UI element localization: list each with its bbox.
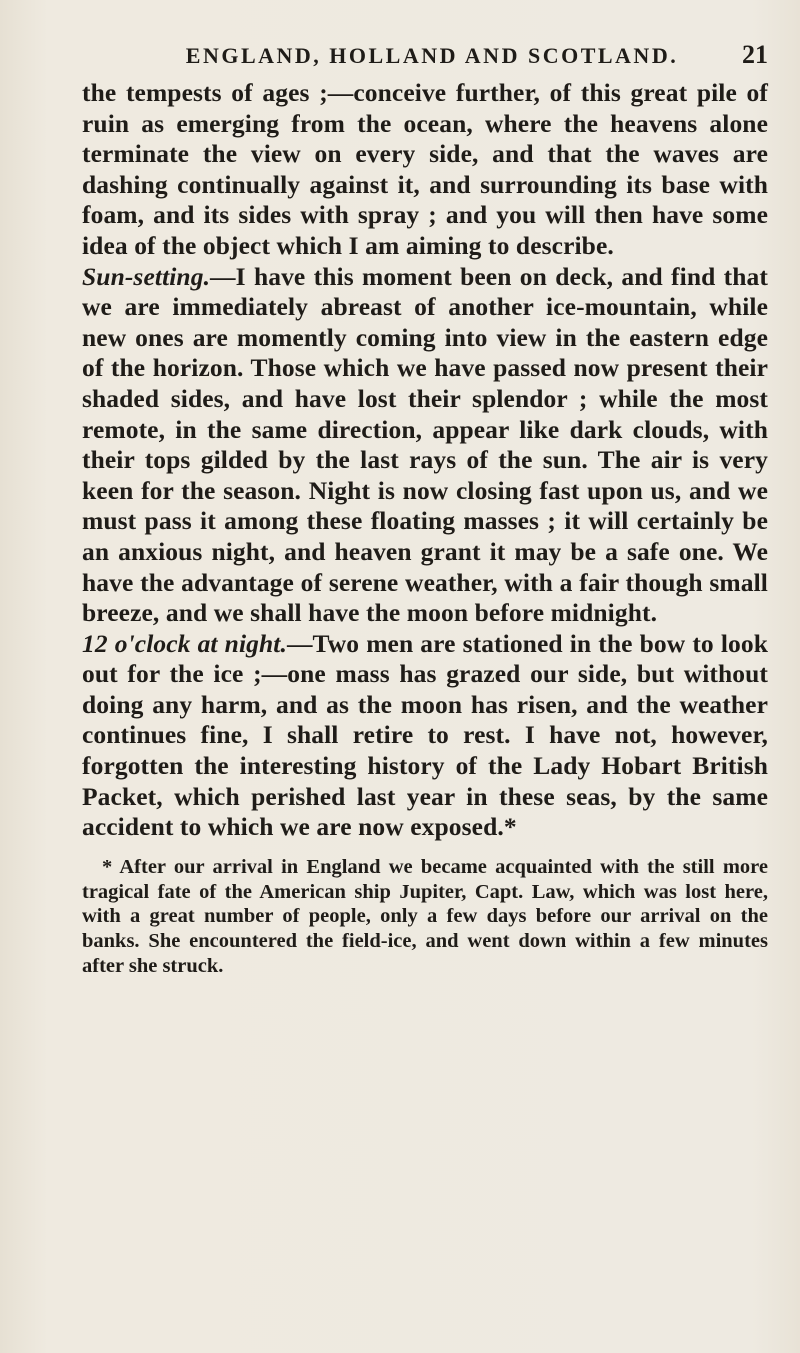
paragraph-2-text: —I have this moment been on deck, and find that we are immediately abreast of another ice-mountain, while new ones are momently coming into view in the eastern edge of the horizon. Those which we have passed now present their shaded sides, and have lost their splendor ; while the most remote, in the same direction, appear like dark clouds, with their tops gilded by the last rays of the sun. The air is very keen for the season. Night is now closing fast upon us, and we must pass it among these floating masses ; it will certainly be an anxious night, and heaven grant it may be a safe one. We have the advantage of serene weather, with a fair though small breeze, and we shall have the moon before midnight.: [82, 261, 768, 628]
page-number: 21: [742, 40, 768, 69]
footnote: [82, 855, 768, 979]
paragraph-1-text: the tempests of ages ;—conceive further, of this great pile of ruin as emerging from the ocean, where the heavens alone terminate the view on every side, and that the waves are dashing continually against it, and surrounding its base with foam, and its sides with spray ; and you will then have some idea of the object which I am aiming to describe.: [82, 78, 768, 260]
paragraph-1: [82, 78, 768, 262]
footnote-text: * After our arrival in England we became acquainted with the still more tragical fate of the American ship Jupiter, Capt. Law, which was lost here, with a great number of people, only a few days before our arrival on the banks. She encountered the field-ice, and went down within a few minutes after she struck.: [82, 855, 768, 978]
paragraph-3: [82, 629, 768, 843]
running-head: [82, 0, 768, 69]
paragraph-2-lead: Sun-setting.: [82, 261, 211, 291]
body-text: [82, 78, 768, 843]
running-title: ENGLAND, HOLLAND AND SCOTLAND.: [185, 43, 679, 68]
paragraph-2: [82, 262, 768, 629]
paragraph-3-lead: 12 o'clock at night.: [82, 628, 287, 658]
paragraph-3-text: —Two men are stationed in the bow to look out for the ice ;—one mass has grazed our side, but without doing any harm, and as the moon has risen, and the weather continues fine, I shall retire to rest. I have not, however, forgotten the interesting history of the Lady Hobart British Packet, which perished last year in these seas, by the same accident to which we are now exposed.*: [82, 628, 768, 842]
